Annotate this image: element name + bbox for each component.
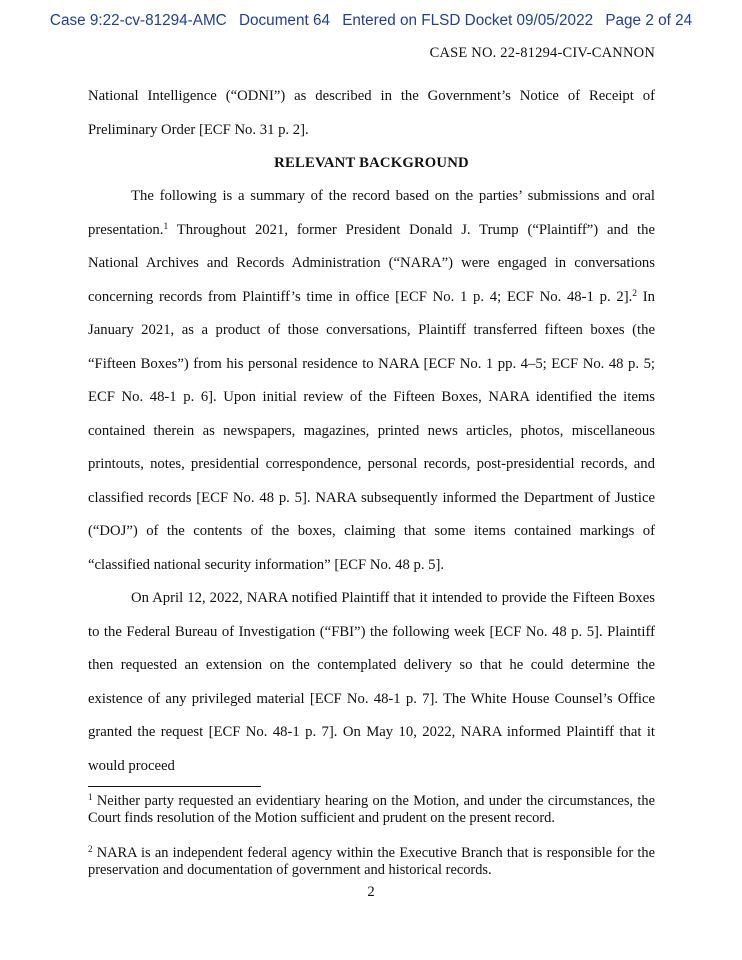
footnote-mark-2: 2 — [88, 844, 93, 854]
footnote-text: Neither party requested an evidentiary hearing on the Motion, and under the circumstances, the Court finds resolution of the Motion sufficient and prudent on the present record. — [88, 793, 655, 826]
footnotes — [88, 793, 655, 897]
footnote-1 — [88, 793, 655, 827]
docket-header — [0, 12, 742, 30]
footnote-ref-2: 2 — [632, 288, 638, 299]
case-number: CASE NO. 22-81294-CIV-CANNON — [429, 45, 655, 61]
paragraph-background — [88, 180, 655, 582]
section-heading: RELEVANT BACKGROUND — [274, 155, 469, 171]
footnote-2 — [88, 845, 655, 879]
docket-entered: Entered on FLSD Docket 09/05/2022 — [342, 12, 594, 29]
docket-document: Document 64 — [238, 12, 330, 29]
footnote-text: NARA is an independent federal agency within the Executive Branch that is responsible for the preservation and documentation of government and historical records. — [88, 845, 656, 878]
paragraph-text: Throughout 2021, former President Donald J. Trump (“Plaintiff”) and the National Archives and Records Administration (“NARA”) were engaged in conversations concerning records from Plaintiff’s time in office [ECF No. 1 p. 4; ECF No. 48-1 p. 2]. — [88, 221, 655, 305]
paragraph-text: In January 2021, as a product of those conversations, Plaintiff transferred fifteen boxes (the “Fifteen Boxes”) from his personal residence to NARA [ECF No. 1 pp. 4–5; ECF No. 48 p. 5; ECF No. 48-1 p. 6]. Upon initial review of the Fifteen Boxes, NARA identified the items contained therein as newspapers, magazines, printed news articles, photos, miscellaneous printouts, notes, presidential correspondence, personal records, post-presidential records, and classified records [ECF No. 48 p. 5]. NARA subsequently informed the Department of Justice (“DOJ”) of the contents of the boxes, claiming that some items contained markings of “classified national security information” [ECF No. 48 p. 5]. — [88, 288, 655, 573]
paragraph-continued: National Intelligence (“ODNI”) as described in the Government’s Notice of Receipt of Preliminary Order [ECF No. 31 p. 2]. — [88, 88, 655, 138]
page-number: 2 — [367, 884, 375, 900]
docket-case: Case 9:22-cv-81294-AMC — [49, 12, 227, 29]
paragraph-april: On April 12, 2022, NARA notified Plaintiff that it intended to provide the Fifteen Boxes to the Federal Bureau of Investigation (“FBI”) the following week [ECF No. 48 p. 5]. Plaintiff then requested an extension on the contemplated delivery so that he could determine the existence of any privileged material [ECF No. 48-1 p. 7]. The White House Counsel’s Office granted the request [ECF No. 48-1 p. 7]. On May 10, 2022, NARA informed Plaintiff that it would proceed — [88, 590, 655, 774]
paragraph-text: The following is a summary of the record based on the parties’ submissions and oral presentation. — [88, 188, 655, 238]
footnote-ref-1: 1 — [163, 221, 169, 232]
footnote-divider — [88, 786, 261, 787]
footnote-mark-1: 1 — [88, 792, 93, 802]
docket-page: Page 2 of 24 — [605, 12, 693, 29]
document-body — [88, 80, 655, 783]
